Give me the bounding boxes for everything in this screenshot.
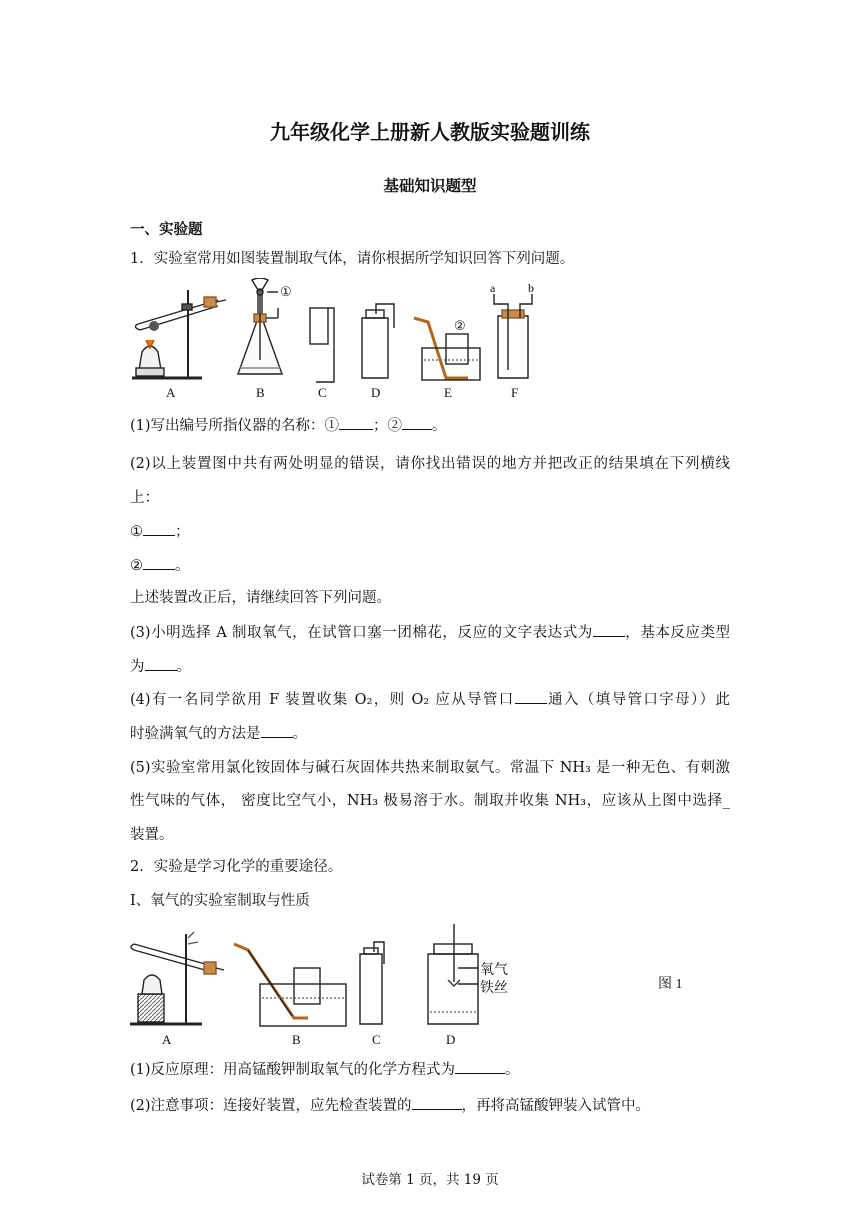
document-title: 九年级化学上册新人教版实验题训练	[270, 120, 590, 144]
q1-stem: 1．实验室常用如图装置制取气体，请你根据所学知识回答下列问题。	[130, 251, 575, 267]
q1-part2-line2: 上：	[130, 490, 159, 506]
label-B: B	[256, 385, 265, 400]
label-D: D	[371, 385, 381, 400]
q2-stem: 2．实验是学习化学的重要途径。	[130, 859, 343, 875]
page-footer: 试卷第 1 页，共 19 页	[361, 1172, 499, 1188]
q2-part1-heading: Ⅰ、氧气的实验室制取与性质	[130, 893, 310, 909]
q2-apparatus-figure	[128, 924, 688, 1048]
q2-part1: (1)反应原理：用高锰酸钾制取氧气的化学方程式为 。	[130, 1058, 520, 1079]
q1-part2-answer2: ② 。	[130, 554, 190, 575]
label-C: C	[318, 385, 327, 400]
oxygen-label: 氧气	[480, 963, 508, 978]
document-subtitle: 基础知识题型	[383, 176, 477, 195]
iron-wire-label: 铁丝	[480, 981, 508, 996]
label-E: E	[444, 385, 452, 400]
fig2-label-D: D	[446, 1032, 456, 1047]
q1-apparatus-figure	[128, 278, 548, 402]
port-a-label: a	[490, 281, 496, 295]
q1-part4-line1: (4)有一名同学欲用 F 装置收集 O₂，则 O₂ 应从导管口 通入（填导管口字母））此	[130, 688, 730, 709]
q1-part3-line2: 为 。	[130, 655, 191, 676]
q1-part4-line2: 时验满氧气的方法是 。	[130, 722, 307, 743]
section-heading: 一、实验题	[130, 221, 203, 238]
fig2-label-C: C	[372, 1032, 381, 1047]
q1-part5-line2: 性气味的气体， 密度比空气小，NH₃ 极易溶于水。制取并收集 NH₃，应该从上图中选择_	[130, 793, 730, 809]
marker-2: ②	[454, 318, 466, 333]
q1-part2-line1: (2)以上装置图中共有两处明显的错误，请你找出错误的地方并把改正的结果填在下列横线	[130, 456, 730, 472]
q1-part1: (1)写出编号所指仪器的名称：① ；② 。	[130, 414, 447, 435]
marker-1: ①	[280, 284, 292, 299]
label-F: F	[511, 385, 519, 400]
q2-part2: (2)注意事项：连接好装置，应先检查装置的 ，再将高锰酸钾装入试管中。	[130, 1094, 650, 1115]
fig2-label-B: B	[292, 1032, 301, 1047]
q1-part3-line1: (3)小明选择 A 制取氧气，在试管口塞一团棉花，反应的文字表达式为 ，基本反应类型	[130, 621, 730, 642]
label-A: A	[166, 385, 176, 400]
port-b-label: b	[528, 281, 534, 295]
q1-part5-line1: (5)实验室常用氯化铵固体与碱石灰固体共热来制取氨气。常温下 NH₃ 是一种无色、有刺激	[130, 760, 730, 776]
q1-after-fix: 上述装置改正后，请继续回答下列问题。	[130, 590, 391, 606]
q1-part5-line3: 装置。	[130, 827, 174, 843]
figure-1-caption: 图 1	[658, 977, 683, 992]
fig2-label-A: A	[162, 1032, 172, 1047]
q1-part2-answer1: ① ；	[130, 520, 190, 541]
